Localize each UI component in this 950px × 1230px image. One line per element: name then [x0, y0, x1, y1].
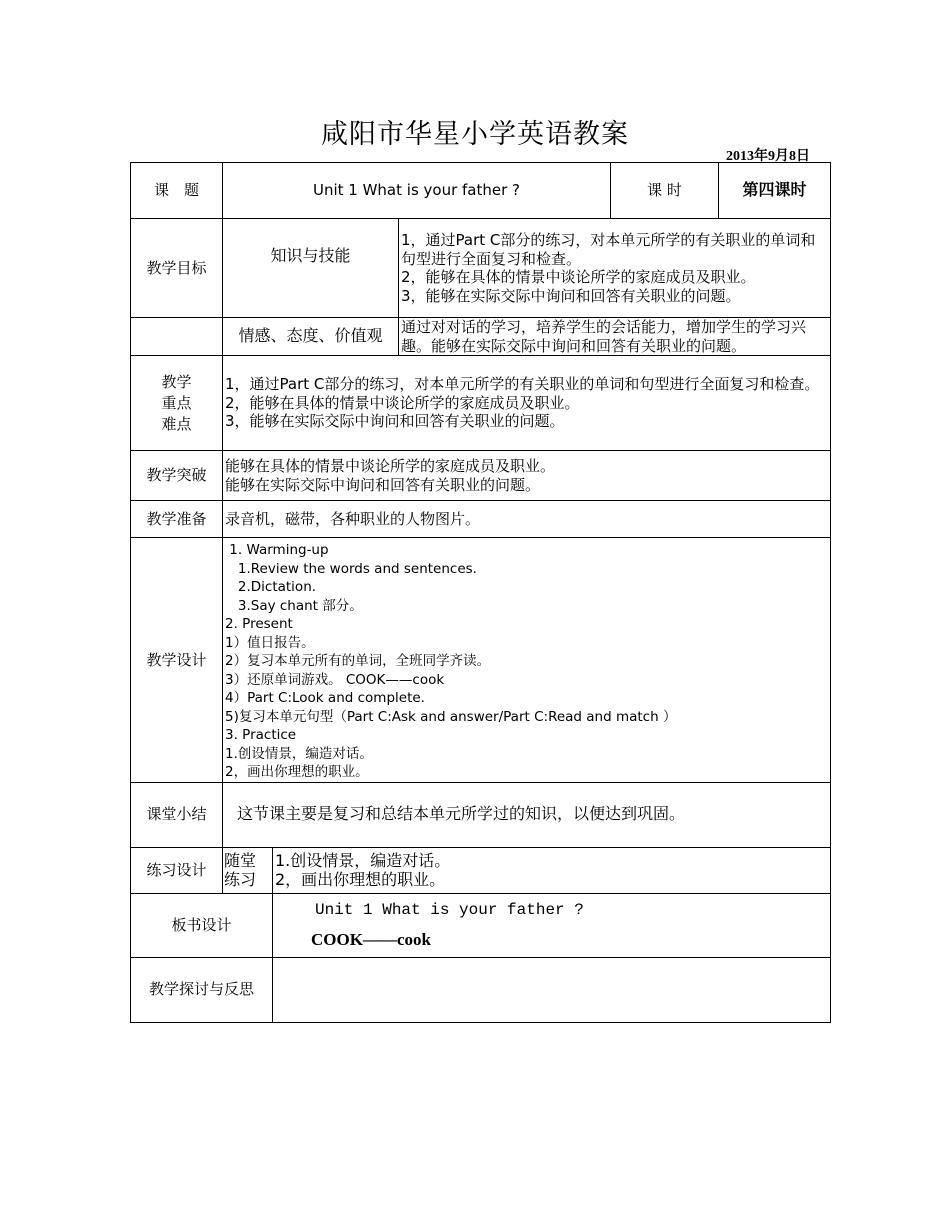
row-board: [131, 893, 831, 957]
design-line: 3.Say chant 部分。: [225, 597, 363, 614]
design-line: 1）值日报告。: [225, 634, 315, 651]
row-design: [131, 538, 831, 783]
breakthrough-item: 能够在实际交际中询问和回答有关职业的问题。: [225, 475, 541, 494]
reflection-content: [273, 957, 831, 1022]
preparation-label: 教学准备: [131, 501, 223, 538]
objectives-label: 教学目标: [131, 219, 223, 318]
breakthrough-item: 能够在具体的情景中谈论所学的家庭成员及职业。: [225, 457, 556, 475]
knowledge-label: 知识与技能: [223, 219, 399, 318]
key-point-item: 2，能够在具体的情景中谈论所学的家庭成员及职业。: [225, 393, 580, 412]
lesson-date: 2013年9月8日: [726, 149, 810, 164]
row-emotion: [131, 318, 831, 356]
design-line: 1.创设情景，编造对话。: [225, 745, 373, 762]
design-line: 3. Practice: [225, 727, 297, 743]
row-summary: [131, 782, 831, 847]
design-line: 2. Present: [225, 616, 293, 632]
key-points-content: [223, 356, 831, 451]
row-breakthrough: [131, 451, 831, 501]
row-key-points: [131, 356, 831, 451]
emotion-label: 情感、态度、价值观: [223, 318, 399, 356]
exercise-item: 2，画出你理想的职业。: [275, 870, 446, 889]
design-line: 1.Review the words and sentences.: [225, 560, 477, 577]
period-value: 第四课时: [719, 163, 831, 219]
summary-text: 这节课主要是复习和总结本单元所学过的知识，以便达到巩固。: [223, 782, 831, 847]
design-line: 2.Dictation.: [225, 579, 317, 595]
knowledge-item: 3，能够在实际交际中询问和回答有关职业的问题。: [401, 286, 741, 305]
design-line: 5)复习本单元句型（Part C:Ask and answer/Part C:Read and match ）: [225, 708, 677, 725]
exercise-label: 练习设计: [131, 847, 223, 893]
knowledge-item: 1，通过Part C部分的练习，对本单元所学的有关职业的单词和句型进行全面复习和检查。: [401, 231, 816, 268]
period-label: 课 时: [611, 163, 719, 219]
design-line: 4）Part C:Look and complete.: [225, 690, 425, 706]
topic-label: 课 题: [131, 163, 223, 219]
board-line-2: COOK——cook: [311, 930, 431, 949]
key-points-label: 教学 重点 难点: [131, 356, 223, 451]
design-line: 2）复习本单元所有的单词，全班同学齐读。: [225, 653, 491, 669]
row-objectives: [131, 219, 831, 318]
design-line: 1. Warming-up: [225, 542, 329, 558]
empty-cell: [131, 318, 223, 356]
board-content: [273, 893, 831, 957]
preparation-text: 录音机，磁带，各种职业的人物图片。: [223, 501, 831, 538]
board-label: 板书设计: [131, 893, 273, 957]
page-title: 咸阳市华星小学英语教案: [321, 119, 629, 150]
exercise-item: 1.创设情景，编造对话。: [275, 851, 451, 870]
design-content: [223, 538, 831, 783]
topic-value: Unit 1 What is your father ?: [223, 163, 611, 219]
summary-label: 课堂小结: [131, 782, 223, 847]
design-line: 2，画出你理想的职业。: [225, 764, 369, 780]
exercise-sub-label: 随堂 练习: [223, 847, 273, 893]
reflection-label: 教学探讨与反思: [131, 957, 273, 1022]
key-point-item: 1，通过Part C部分的练习，对本单元所学的有关职业的单词和句型进行全面复习和检查。: [225, 375, 820, 394]
lesson-plan-table: [130, 162, 831, 1023]
row-exercise: [131, 847, 831, 893]
knowledge-content: [399, 219, 831, 318]
breakthrough-content: [223, 451, 831, 501]
key-point-item: 3，能够在实际交际中询问和回答有关职业的问题。: [225, 412, 565, 431]
board-line-1: Unit 1 What is your father ?: [315, 900, 584, 919]
breakthrough-label: 教学突破: [131, 451, 223, 501]
row-preparation: [131, 501, 831, 538]
design-label: 教学设计: [131, 538, 223, 783]
row-topic: [131, 163, 831, 219]
row-reflection: [131, 957, 831, 1022]
exercise-content: [273, 847, 831, 893]
emotion-text: 通过对对话的学习，培养学生的会话能力，增加学生的学习兴趣。能够在实际交际中询问和回答有关职业的问题。: [399, 318, 831, 356]
design-line: 3）还原单词游戏。 COOK——cook: [225, 671, 445, 688]
knowledge-item: 2，能够在具体的情景中谈论所学的家庭成员及职业。: [401, 268, 756, 286]
